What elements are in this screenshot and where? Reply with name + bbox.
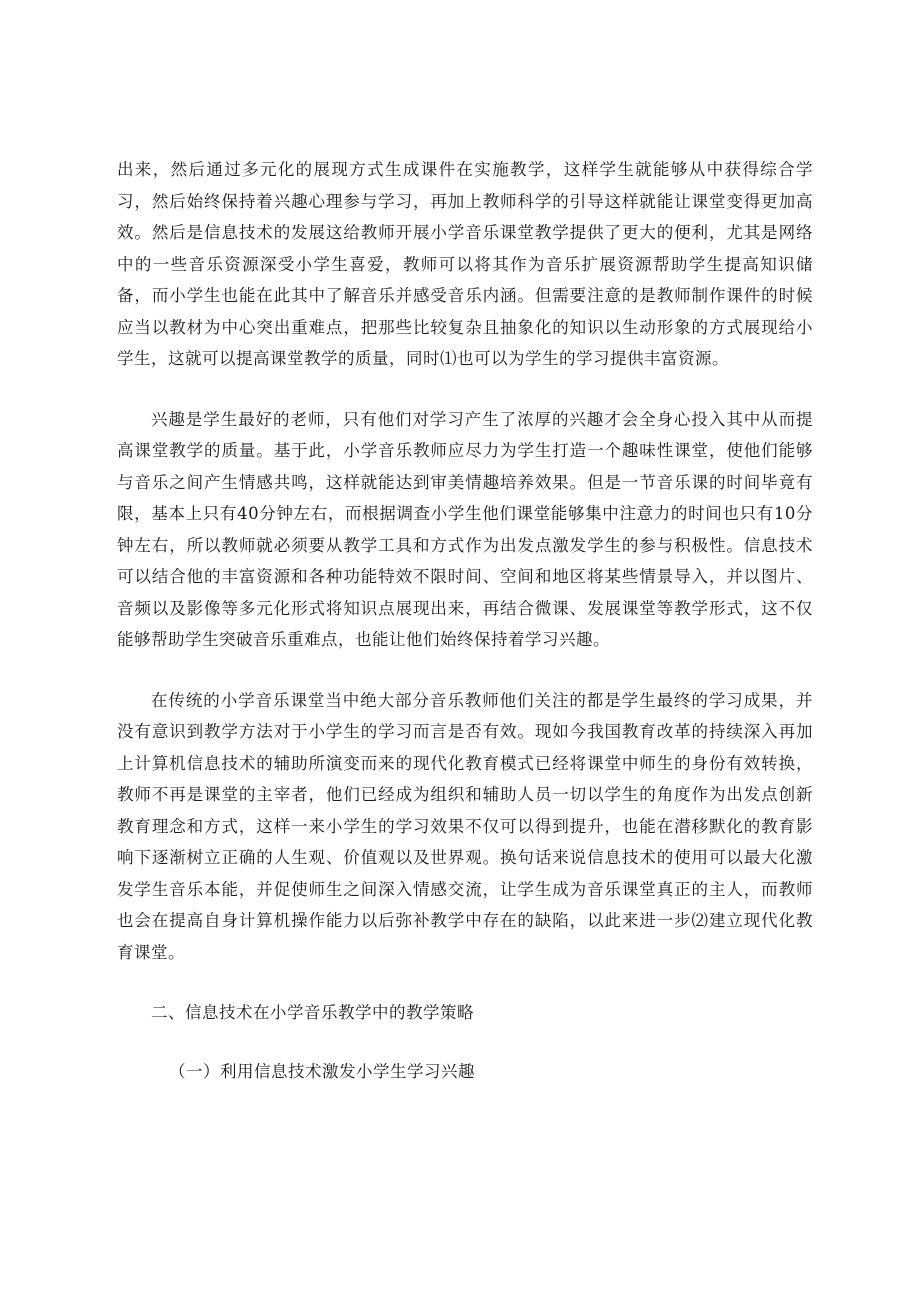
document-body (117, 154, 813, 1087)
body-paragraph: 在传统的小学音乐课堂当中绝大部分音乐教师他们关注的都是学生最终的学习成果，并没有意识到教学方法对于小学生的学习而言是否有效。现如今我国教育改革的持续深入再加上计算机信息技术的辅助所演变而来的现代化教育模式已经将课堂中师生的身份有效转换，教师不再是课堂的主宰者，他们已经成为组织和辅助人员一切以学生的角度作为出发点创新教育理念和方式，这样一来小学生的学习效果不仅可以得到提升，也能在潜移默化的教育影响下逐渐树立正确的人生观、价值观以及世界观。换句话来说信息技术的使用可以最大化激发学生音乐本能，并促使师生之间深入情感交流，让学生成为音乐课堂真正的主人，而教师也会在提高自身计算机操作能力以后弥补教学中存在的缺陷，以此来进一步⑵建立现代化教育课堂。 (117, 690, 813, 962)
body-paragraph: 出来，然后通过多元化的展现方式生成课件在实施教学，这样学生就能够从中获得综合学习，然后始终保持着兴趣心理参与学习，再加上教师科学的引导这样就能让课堂变得更加高效。然后是信息技术的发展这给教师开展小学音乐课堂教学提供了更大的便利，尤其是网络中的一些音乐资源深受小学生喜爱，教师可以将其作为音乐扩展资源帮助学生提高知识储备，而小学生也能在此其中了解音乐并感受音乐内涵。但需要注意的是教师制作课件的时候应当以教材为中心突出重难点，把那些比较复杂且抽象化的知识以生动形象的方式展现给小学生，这就可以提高课堂教学的质量，同时⑴也可以为学生的学习提供丰富资源。 (117, 160, 813, 368)
subsection-heading: （一）利用信息技术激发小学生学习兴趣 (169, 1061, 475, 1081)
section-heading: 二、信息技术在小学音乐教学中的教学策略 (151, 1003, 474, 1022)
body-paragraph: 兴趣是学生最好的老师，只有他们对学习产生了浓厚的兴趣才会全身心投入其中从而提高课堂教学的质量。基于此，小学音乐教师应尽力为学生打造一个趣味性课堂，使他们能够与音乐之间产生情感共鸣，这样就能达到审美情趣培养效果。但是一节音乐课的时间毕竟有限，基本上只有40分钟左右，而根据调查小学生他们课堂能够集中注意力的时间也只有10分钟左右，所以教师就必须要从教学工具和方式作为出发点激发学生的参与积极性。信息技术可以结合他的丰富资源和各种功能特效不限时间、空间和地区将某些情景导入，并以图片、音频以及影像等多元化形式将知识点展现出来，再结合微课、发展课堂等教学形式，这不仅能够帮助学生突破音乐重难点，也能让他们始终保持着学习兴趣。 (117, 409, 813, 649)
